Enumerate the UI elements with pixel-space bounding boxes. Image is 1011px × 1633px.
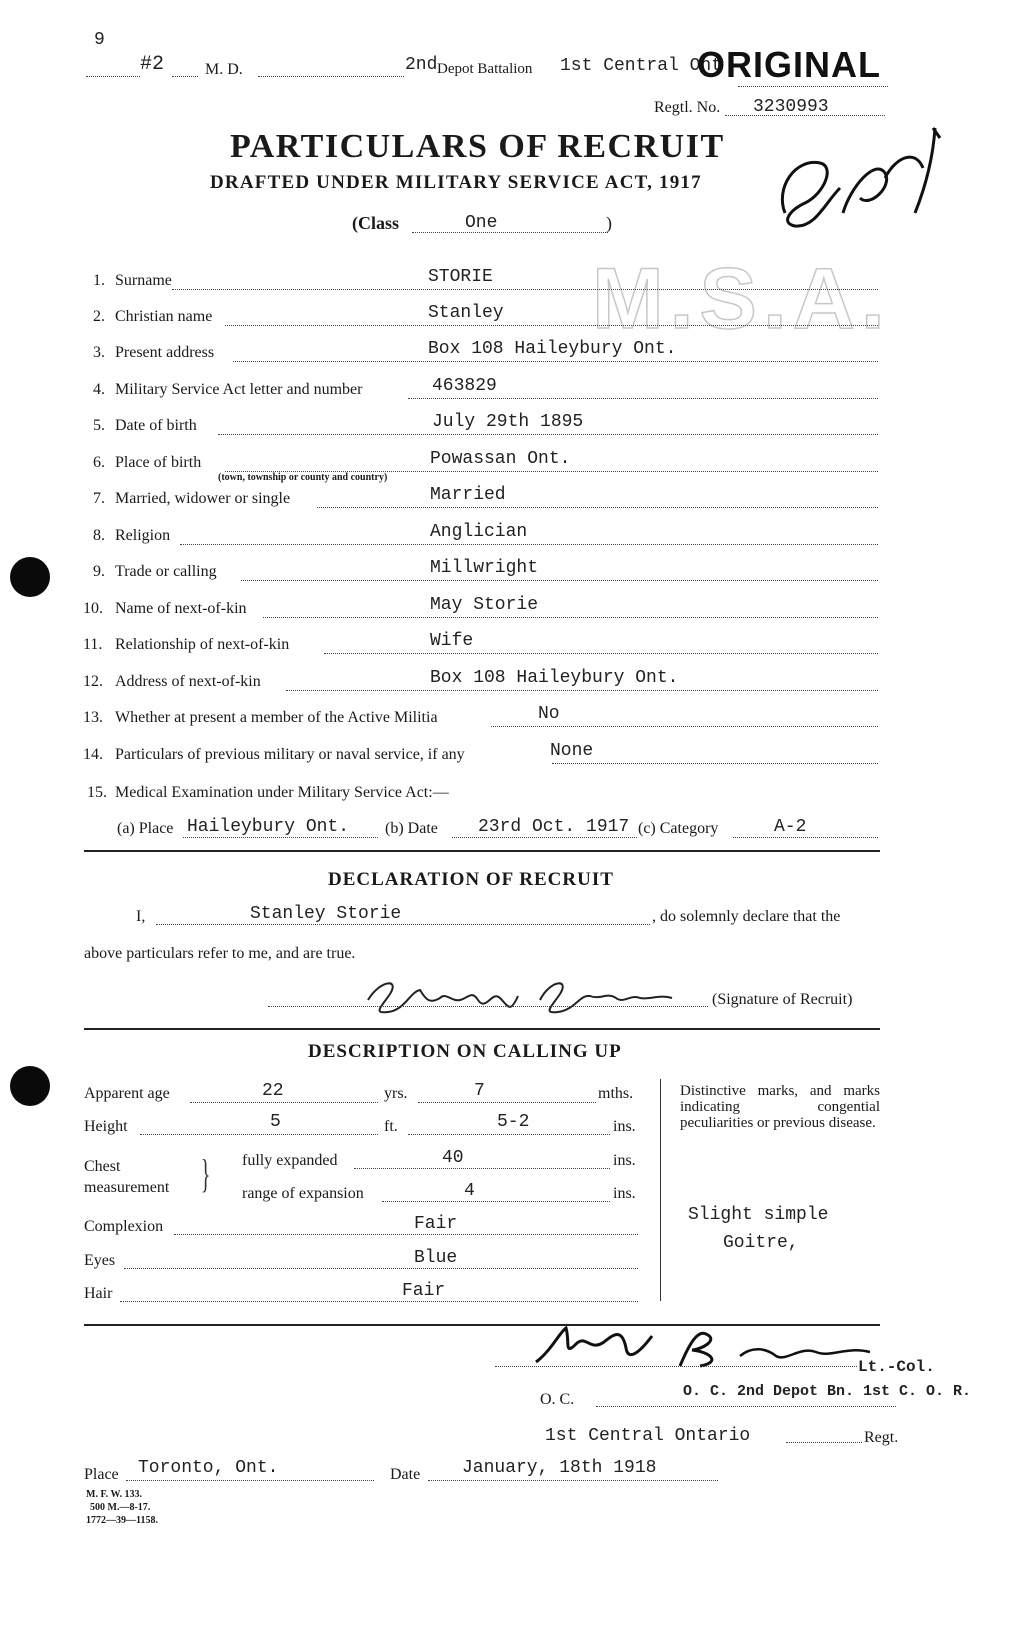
form-code-2: 500 M.—8-17. <box>90 1502 151 1513</box>
particular-dotted-line <box>286 690 878 691</box>
footer-place-label: Place <box>84 1466 119 1483</box>
oc-value: O. C. 2nd Depot Bn. 1st C. O. R. <box>683 1383 972 1400</box>
hair-label: Hair <box>84 1285 113 1302</box>
depot-label: Depot Battalion <box>437 61 533 77</box>
particular-value: Wife <box>430 631 474 651</box>
height-ins-label: ins. <box>613 1118 636 1135</box>
particular-label: Address of next-of-kin <box>115 673 261 690</box>
particular-number: 6. <box>93 454 105 471</box>
particular-number: 2. <box>93 308 105 325</box>
particular-value: Stanley <box>428 303 504 323</box>
particular-dotted-line <box>233 361 878 362</box>
footer-date-label: Date <box>390 1466 421 1483</box>
particular-label: Name of next-of-kin <box>115 600 247 617</box>
particular-value: Box 108 Haileybury Ont. <box>430 668 679 688</box>
officer-rank: Lt.-Col. <box>858 1358 935 1376</box>
distinctive-marks-heading: Distinctive marks, and marks indicating congential peculiarities or previous disease. <box>680 1083 880 1131</box>
particular-dotted-line <box>263 617 878 618</box>
particular-value: None <box>550 741 594 761</box>
height-feet-value: 5 <box>270 1112 281 1132</box>
class-label: (Class <box>352 213 400 233</box>
form-code-1: M. F. W. 133. <box>86 1489 143 1500</box>
medical-place-value: Haileybury Ont. <box>187 817 350 837</box>
description-heading: DESCRIPTION ON CALLING UP <box>308 1041 622 1062</box>
footer-date-value: January, 18th 1918 <box>462 1458 657 1478</box>
particular-label: Whether at present a member of the Active Militia <box>115 709 438 726</box>
regtl-label: Regtl. No. <box>654 99 721 116</box>
particular-value: Millwright <box>430 558 539 578</box>
particular-value: Box 108 Haileybury Ont. <box>428 339 677 359</box>
form-title: PARTICULARS OF RECRUIT <box>230 128 725 165</box>
complexion-value: Fair <box>414 1214 458 1234</box>
handwritten-initials <box>765 118 950 236</box>
oc-label: O. C. <box>540 1391 575 1408</box>
particular-dotted-line <box>324 653 878 654</box>
description-vertical-rule <box>660 1079 661 1301</box>
ft-label: ft. <box>384 1118 398 1135</box>
distinctive-marks-value-1: Slight simple <box>688 1205 829 1225</box>
particular-number: 13. <box>83 709 103 726</box>
signature-of-recruit-label: (Signature of Recruit) <box>712 991 853 1008</box>
particular-dotted-line <box>491 726 878 727</box>
particular-dotted-line <box>408 398 878 399</box>
particular-number: 10. <box>83 600 103 617</box>
page-number: 9 <box>94 30 105 50</box>
particular-dotted-line <box>317 507 878 508</box>
particular-dotted-line <box>218 434 878 435</box>
md-number: #2 <box>140 53 165 76</box>
place-of-birth-note: (town, township or county and country) <box>218 472 388 483</box>
particular-number: 11. <box>83 636 103 653</box>
particular-label: Married, widower or single <box>115 490 291 507</box>
particular-label: Date of birth <box>115 417 197 434</box>
regt-value: 1st Central Ontario <box>545 1426 751 1446</box>
declaration-line-2: above particulars refer to me, and are true. <box>84 945 356 962</box>
chest-brace: } <box>200 1151 211 1196</box>
particular-number: 1. <box>93 272 105 289</box>
particular-value: Married <box>430 485 506 505</box>
declaration-prefix: I, <box>136 908 146 925</box>
particular-label: Religion <box>115 527 171 544</box>
particular-label: Place of birth <box>115 454 202 471</box>
medical-num: 15. <box>87 784 107 801</box>
particular-dotted-line <box>241 580 878 581</box>
particular-value: 463829 <box>432 376 497 396</box>
complexion-label: Complexion <box>84 1218 164 1235</box>
particular-label: Present address <box>115 344 215 361</box>
age-years-value: 22 <box>262 1081 284 1101</box>
particular-value: STORIE <box>428 267 493 287</box>
particular-value: Powassan Ont. <box>430 449 571 469</box>
particular-dotted-line <box>225 325 878 326</box>
chest-measurement-label: measurement <box>84 1179 170 1196</box>
mths-label: mths. <box>598 1085 634 1102</box>
range-value: 4 <box>464 1181 475 1201</box>
medical-place-label: (a) Place <box>117 820 174 837</box>
footer-place-value: Toronto, Ont. <box>138 1458 279 1478</box>
particular-value: July 29th 1895 <box>432 412 584 432</box>
distinctive-marks-value-2: Goitre, <box>723 1233 799 1253</box>
declaration-heading: DECLARATION OF RECRUIT <box>328 869 614 890</box>
age-months-value: 7 <box>474 1081 485 1101</box>
class-close: ) <box>606 213 612 233</box>
particular-number: 14. <box>83 746 103 763</box>
particular-label: Military Service Act letter and number <box>115 381 363 398</box>
particular-label: Trade or calling <box>115 563 217 580</box>
divider-2 <box>84 1028 880 1030</box>
punch-hole-top <box>10 557 50 597</box>
original-stamp: ORIGINAL <box>697 44 881 85</box>
particular-number: 9. <box>93 563 105 580</box>
height-label: Height <box>84 1118 128 1135</box>
particular-dotted-line <box>180 544 878 545</box>
particular-number: 5. <box>93 417 105 434</box>
particular-number: 8. <box>93 527 105 544</box>
particular-value: Anglician <box>430 522 528 542</box>
medical-label: Medical Examination under Military Service Act:— <box>115 784 449 801</box>
medical-date-value: 23rd Oct. 1917 <box>478 817 630 837</box>
particular-label: Surname <box>115 272 172 289</box>
chest-label: Chest <box>84 1158 121 1175</box>
eyes-value: Blue <box>414 1248 458 1268</box>
particular-value: May Storie <box>430 595 539 615</box>
height-inches-value: 5-2 <box>497 1112 530 1132</box>
hair-value: Fair <box>402 1281 446 1301</box>
battalion-name: 1st Central Ont <box>560 56 723 76</box>
regtl-number: 3230993 <box>753 97 829 117</box>
punch-hole-bottom <box>10 1066 50 1106</box>
particular-number: 4. <box>93 381 105 398</box>
expanded-value: 40 <box>442 1148 464 1168</box>
medical-date-label: (b) Date <box>385 820 438 837</box>
particular-number: 7. <box>93 490 105 507</box>
particular-dotted-line <box>552 763 878 764</box>
msa-stamp: M.S.A. <box>592 251 891 347</box>
regt-label: Regt. <box>864 1429 899 1446</box>
particular-number: 12. <box>83 673 103 690</box>
range-label: range of expansion <box>242 1185 364 1202</box>
class-value: One <box>465 213 498 233</box>
depot-number: 2nd <box>405 55 438 75</box>
expanded-ins-label: ins. <box>613 1152 636 1169</box>
expanded-label: fully expanded <box>242 1152 338 1169</box>
particular-label: Particulars of previous military or naval service, if any <box>115 746 465 763</box>
age-label: Apparent age <box>84 1085 170 1102</box>
particular-dotted-line <box>172 289 878 290</box>
particular-label: Relationship of next-of-kin <box>115 636 290 653</box>
declaration-suffix: , do solemnly declare that the <box>652 908 841 925</box>
form-subtitle: DRAFTED UNDER MILITARY SERVICE ACT, 1917 <box>210 172 702 193</box>
officer-signature <box>530 1322 890 1370</box>
declaration-name: Stanley Storie <box>250 904 402 924</box>
particular-label: Christian name <box>115 308 213 325</box>
recruit-signature <box>360 970 690 1022</box>
form-code-3: 1772—39—1158. <box>86 1515 158 1526</box>
particular-number: 3. <box>93 344 105 361</box>
md-label: M. D. <box>205 61 243 78</box>
yrs-label: yrs. <box>384 1085 408 1102</box>
eyes-label: Eyes <box>84 1252 116 1269</box>
range-ins-label: ins. <box>613 1185 636 1202</box>
medical-category-label: (c) Category <box>638 820 719 837</box>
medical-category-value: A-2 <box>774 817 807 837</box>
divider-1 <box>84 850 880 852</box>
particular-value: No <box>538 704 560 724</box>
